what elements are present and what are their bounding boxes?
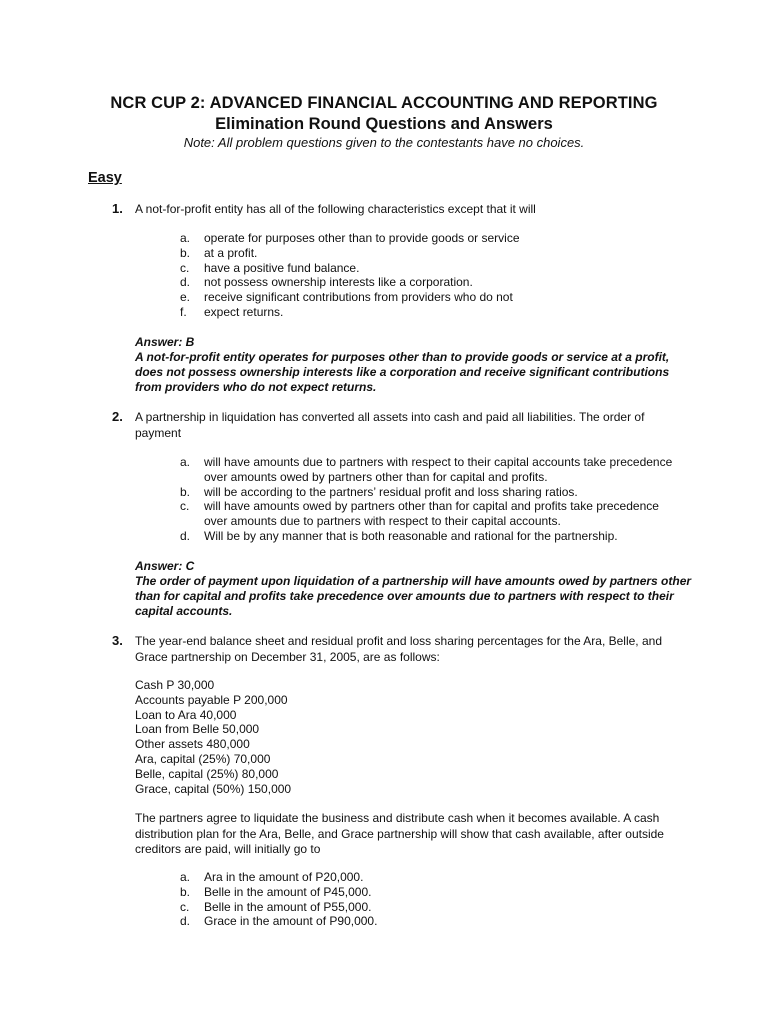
option-text: will have amounts due to partners with respect to their capital accounts take precedence over amounts owed by partners other than for capital and profits. bbox=[204, 455, 673, 484]
option-letter: e. bbox=[180, 290, 191, 305]
option-b bbox=[180, 246, 674, 261]
option-letter: d. bbox=[180, 914, 191, 929]
balance-item: Loan from Belle 50,000 bbox=[135, 722, 260, 737]
option-letter: b. bbox=[180, 884, 191, 899]
option-text: receive significant contributions from providers who do not bbox=[204, 290, 513, 305]
balance-item: Other assets 480,000 bbox=[135, 737, 250, 752]
option-c bbox=[180, 900, 674, 915]
option-text: operate for purposes other than to provide goods or service bbox=[204, 231, 520, 245]
option-c bbox=[180, 499, 674, 529]
balance-item: Belle, capital (25%) 80,000 bbox=[135, 766, 279, 781]
option-text: expect returns. bbox=[204, 304, 284, 319]
option-a bbox=[180, 231, 674, 246]
option-b bbox=[180, 485, 674, 500]
document-title: NCR CUP 2: ADVANCED FINANCIAL ACCOUNTING AND REPORTING bbox=[110, 94, 658, 112]
question-2-text: A partnership in liquidation has converted all assets into cash and paid all liabilities. The order of payment bbox=[135, 410, 645, 440]
question-1-number: 1. bbox=[112, 201, 123, 216]
option-text: have a positive fund balance. bbox=[204, 260, 360, 275]
balance-item: Loan to Ara 40,000 bbox=[135, 707, 237, 722]
balance-item: Grace, capital (50%) 150,000 bbox=[135, 781, 292, 796]
question-1-options bbox=[180, 231, 674, 320]
option-letter: d. bbox=[180, 275, 191, 290]
option-letter: b. bbox=[180, 245, 191, 260]
option-d bbox=[180, 529, 674, 544]
option-letter: c. bbox=[180, 899, 190, 914]
option-text: will have amounts owed by partners other than for capital and profits take precedence over amounts due to partners with respect to their capital accounts. bbox=[204, 499, 659, 529]
balance-item: Accounts payable P 200,000 bbox=[135, 692, 288, 707]
option-text: Belle in the amount of P55,000. bbox=[204, 899, 372, 914]
option-a bbox=[180, 455, 674, 485]
option-text: Ara in the amount of P20,000. bbox=[204, 870, 364, 884]
option-letter: c. bbox=[180, 499, 190, 514]
option-b bbox=[180, 885, 674, 900]
question-1-answer bbox=[135, 335, 695, 395]
option-text: at a profit. bbox=[204, 245, 258, 260]
option-text: will be according to the partners’ residual profit and loss sharing ratios. bbox=[204, 484, 578, 499]
question-2-answer bbox=[135, 559, 695, 619]
answer-label: Answer: C bbox=[135, 559, 195, 573]
document-subtitle: Elimination Round Questions and Answers bbox=[215, 115, 553, 133]
option-letter: a. bbox=[180, 870, 191, 884]
option-a bbox=[180, 870, 674, 885]
option-letter: c. bbox=[180, 260, 190, 275]
option-letter: f. bbox=[180, 304, 187, 319]
option-c bbox=[180, 261, 674, 276]
option-d bbox=[180, 914, 674, 929]
question-3-options bbox=[180, 870, 674, 929]
option-text: Grace in the amount of P90,000. bbox=[204, 914, 378, 929]
balance-sheet-list bbox=[135, 678, 291, 796]
option-f bbox=[180, 305, 674, 320]
option-letter: a. bbox=[180, 455, 191, 469]
option-d bbox=[180, 275, 674, 290]
question-2-options bbox=[180, 455, 674, 544]
section-heading-easy: Easy bbox=[88, 170, 122, 186]
option-text: Will be by any manner that is both reasonable and rational for the partnership. bbox=[204, 528, 618, 543]
option-text: not possess ownership interests like a corporation. bbox=[204, 275, 473, 290]
answer-label: Answer: B bbox=[135, 335, 195, 349]
balance-item: Ara, capital (25%) 70,000 bbox=[135, 751, 271, 766]
balance-item: Cash P 30,000 bbox=[135, 678, 215, 692]
question-3-paragraph: The partners agree to liquidate the business and distribute cash when it becomes available. A cash distribution plan for the Ara, Belle, and Grace partnership will show that cash available, after outside creditors are paid, will initially go to bbox=[135, 811, 664, 856]
option-letter: a. bbox=[180, 231, 191, 245]
answer-explanation: The order of payment upon liquidation of a partnership will have amounts owed by partners other than for capital and profits take precedence over amounts due to partners with respect to their capital accounts. bbox=[135, 574, 692, 618]
option-letter: d. bbox=[180, 528, 191, 543]
document-note: Note: All problem questions given to the contestants have no choices. bbox=[183, 135, 585, 150]
option-letter: b. bbox=[180, 484, 191, 499]
option-e bbox=[180, 290, 674, 305]
question-2-number: 2. bbox=[112, 409, 123, 424]
answer-explanation: A not-for-profit entity operates for purposes other than to provide goods or service at a profit, does not possess ownership interests like a corporation and receive significant contributions from providers who do not expect returns. bbox=[135, 350, 670, 394]
option-text: Belle in the amount of P45,000. bbox=[204, 884, 372, 899]
question-1-text: A not-for-profit entity has all of the following characteristics except that it will bbox=[135, 202, 536, 216]
question-3-text: The year-end balance sheet and residual profit and loss sharing percentages for the Ara, Belle, and Grace partnership on December 31, 2005, are as follows: bbox=[135, 634, 662, 664]
question-3-number: 3. bbox=[112, 633, 123, 648]
